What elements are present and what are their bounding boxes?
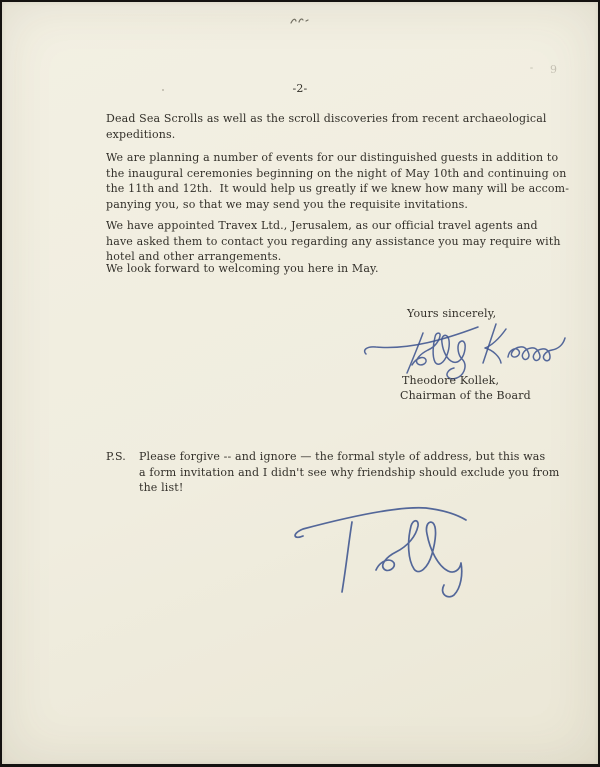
paragraph-line: Dead Sea Scrolls as well as the scroll discoveries from recent archaeological — [106, 112, 547, 125]
signer-title: Chairman of the Board — [400, 389, 531, 402]
page-number: -2- — [292, 82, 308, 95]
paragraph-line: the inaugural ceremonies beginning on the night of May 10th and continuing on — [106, 166, 567, 180]
paragraph-travel-agents — [106, 218, 561, 265]
postscript — [106, 449, 559, 496]
paragraph-line: hotel and other arrangements. — [106, 250, 282, 263]
postscript-text — [139, 449, 559, 496]
signature-teddy — [258, 498, 498, 608]
paragraph-line: have asked them to contact you regarding any assistance you may require with — [106, 234, 561, 248]
paper-speck — [530, 67, 533, 69]
faint-pencil-mark: 9 — [550, 63, 557, 76]
postscript-line: the list! — [139, 481, 184, 494]
paragraph-welcome — [106, 261, 379, 277]
paper-speck — [162, 89, 164, 91]
pencil-smudge — [288, 14, 310, 26]
paragraph-dead-sea-scrolls — [106, 111, 547, 142]
paragraph-events-planning — [106, 150, 569, 212]
paragraph-line: We have appointed Travex Ltd., Jerusalem, as our official travel agents and — [106, 219, 538, 232]
paragraph-line: We are planning a number of events for our distinguished guests in addition to — [106, 151, 559, 164]
valediction: Yours sincerely, — [407, 307, 497, 320]
paragraph-line: panying you, so that we may send you the requisite invitations. — [106, 197, 469, 211]
paper-speck — [449, 207, 451, 209]
postscript-label: P.S. — [106, 450, 126, 463]
paragraph-line: the 11th and 12th. It would help us greatly if we knew how many will be accom- — [106, 182, 570, 195]
signer-name: Theodore Kollek, — [402, 374, 500, 387]
paragraph-line: We look forward to welcoming you here in May. — [106, 262, 379, 275]
paragraph-line: expeditions. — [106, 127, 176, 141]
letter-page — [2, 2, 598, 764]
postscript-line: Please forgive -- and ignore — the formal style of address, but this was — [139, 450, 546, 463]
postscript-line: a form invitation and I didn't see why friendship should exclude you from — [139, 465, 560, 479]
